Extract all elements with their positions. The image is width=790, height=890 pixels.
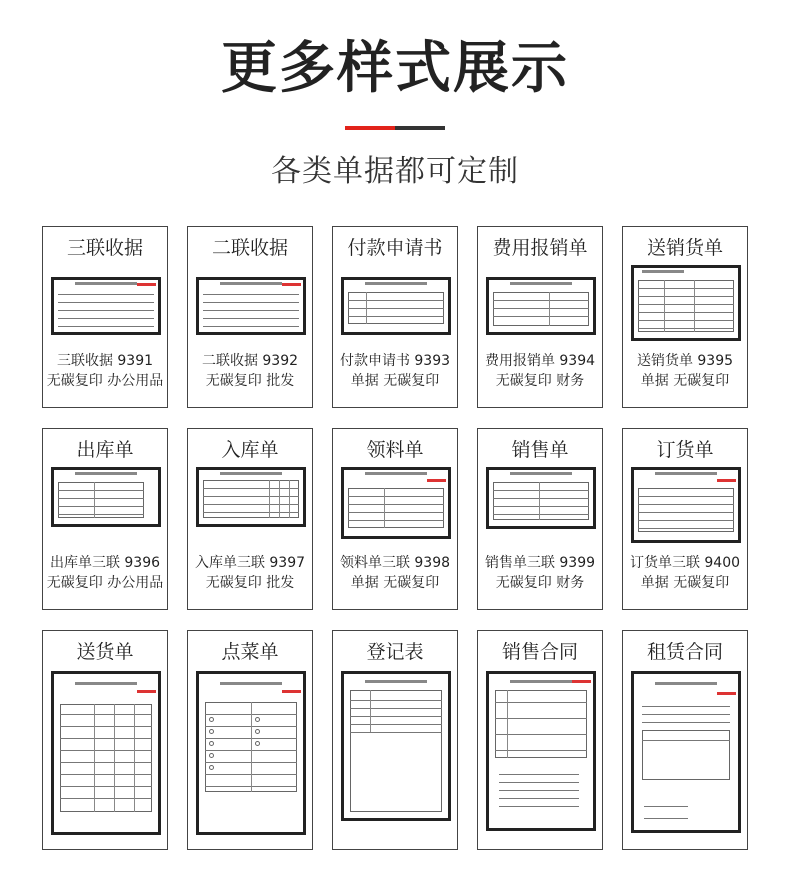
card-title: 三联收据 (66, 237, 143, 259)
card-desc-line1: 入库单三联 9397 (194, 555, 306, 571)
card-title: 二联收据 (211, 237, 288, 259)
product-card-delivery-sales[interactable] (622, 226, 748, 408)
card-desc-line1: 销售单三联 9399 (484, 555, 596, 571)
card-desc-line2: 无碳复印 办公用品 (46, 373, 164, 389)
page-subtitle: 各类单据都可定制 (271, 154, 519, 189)
product-card-sales-contract[interactable] (477, 630, 603, 850)
form-thumbnail (51, 467, 161, 527)
divider-red-segment (345, 126, 395, 130)
form-thumbnail (486, 277, 596, 335)
card-desc-line2: 单据 无碳复印 (350, 373, 440, 389)
card-title: 出库单 (76, 439, 134, 461)
form-thumbnail (631, 671, 741, 833)
form-thumbnail (196, 467, 306, 527)
card-desc-line1: 三联收据 9391 (56, 353, 154, 369)
product-card-material-requisition[interactable] (332, 428, 458, 610)
form-thumbnail (51, 277, 161, 335)
page-title: 更多样式展示 (221, 36, 569, 101)
form-thumbnail (341, 467, 451, 539)
card-title: 登记表 (366, 641, 424, 663)
form-thumbnail (631, 265, 741, 341)
title-divider (345, 126, 445, 130)
product-card-sales-slip[interactable] (477, 428, 603, 610)
form-thumbnail (486, 467, 596, 529)
card-desc-line1: 二联收据 9392 (201, 353, 299, 369)
card-desc-line2: 无碳复印 办公用品 (46, 575, 164, 591)
product-card-receipt-2[interactable] (187, 226, 313, 408)
card-desc-line1: 订货单三联 9400 (629, 555, 741, 571)
card-title: 送货单 (76, 641, 134, 663)
card-title: 入库单 (221, 439, 279, 461)
card-title: 领料单 (366, 439, 424, 461)
product-card-menu-order[interactable] (187, 630, 313, 850)
form-thumbnail (341, 671, 451, 821)
card-desc-line1: 费用报销单 9394 (484, 353, 596, 369)
form-thumbnail (341, 277, 451, 335)
card-desc-line1: 领料单三联 9398 (339, 555, 451, 571)
form-thumbnail (51, 671, 161, 835)
card-desc-line2: 无碳复印 财务 (495, 575, 585, 591)
card-desc-line2: 单据 无碳复印 (640, 373, 730, 389)
product-card-delivery-note[interactable] (42, 630, 168, 850)
card-desc-line2: 单据 无碳复印 (640, 575, 730, 591)
card-desc-line2: 单据 无碳复印 (350, 575, 440, 591)
card-desc-line2: 无碳复印 批发 (205, 575, 295, 591)
card-title: 点菜单 (221, 641, 279, 663)
product-card-payment-request[interactable] (332, 226, 458, 408)
card-title: 付款申请书 (347, 237, 443, 259)
card-desc-line1: 出库单三联 9396 (49, 555, 161, 571)
form-thumbnail (196, 277, 306, 335)
card-desc-line2: 无碳复印 批发 (205, 373, 295, 389)
card-desc-line2: 无碳复印 财务 (495, 373, 585, 389)
product-card-receipt-3[interactable] (42, 226, 168, 408)
product-card-outbound[interactable] (42, 428, 168, 610)
product-card-expense-claim[interactable] (477, 226, 603, 408)
divider-dark-segment (395, 126, 445, 130)
product-card-inbound[interactable] (187, 428, 313, 610)
form-thumbnail (196, 671, 306, 835)
card-title: 销售合同 (501, 641, 578, 663)
card-title: 费用报销单 (492, 237, 588, 259)
product-card-lease-contract[interactable] (622, 630, 748, 850)
form-thumbnail (631, 467, 741, 543)
product-card-registration-form[interactable] (332, 630, 458, 850)
card-title: 租赁合同 (646, 641, 723, 663)
card-desc-line1: 付款申请书 9393 (339, 353, 451, 369)
form-thumbnail (486, 671, 596, 831)
product-card-order-form[interactable] (622, 428, 748, 610)
card-title: 销售单 (511, 439, 569, 461)
card-desc-line1: 送销货单 9395 (636, 353, 734, 369)
card-title: 送销货单 (646, 237, 723, 259)
card-title: 订货单 (656, 439, 714, 461)
